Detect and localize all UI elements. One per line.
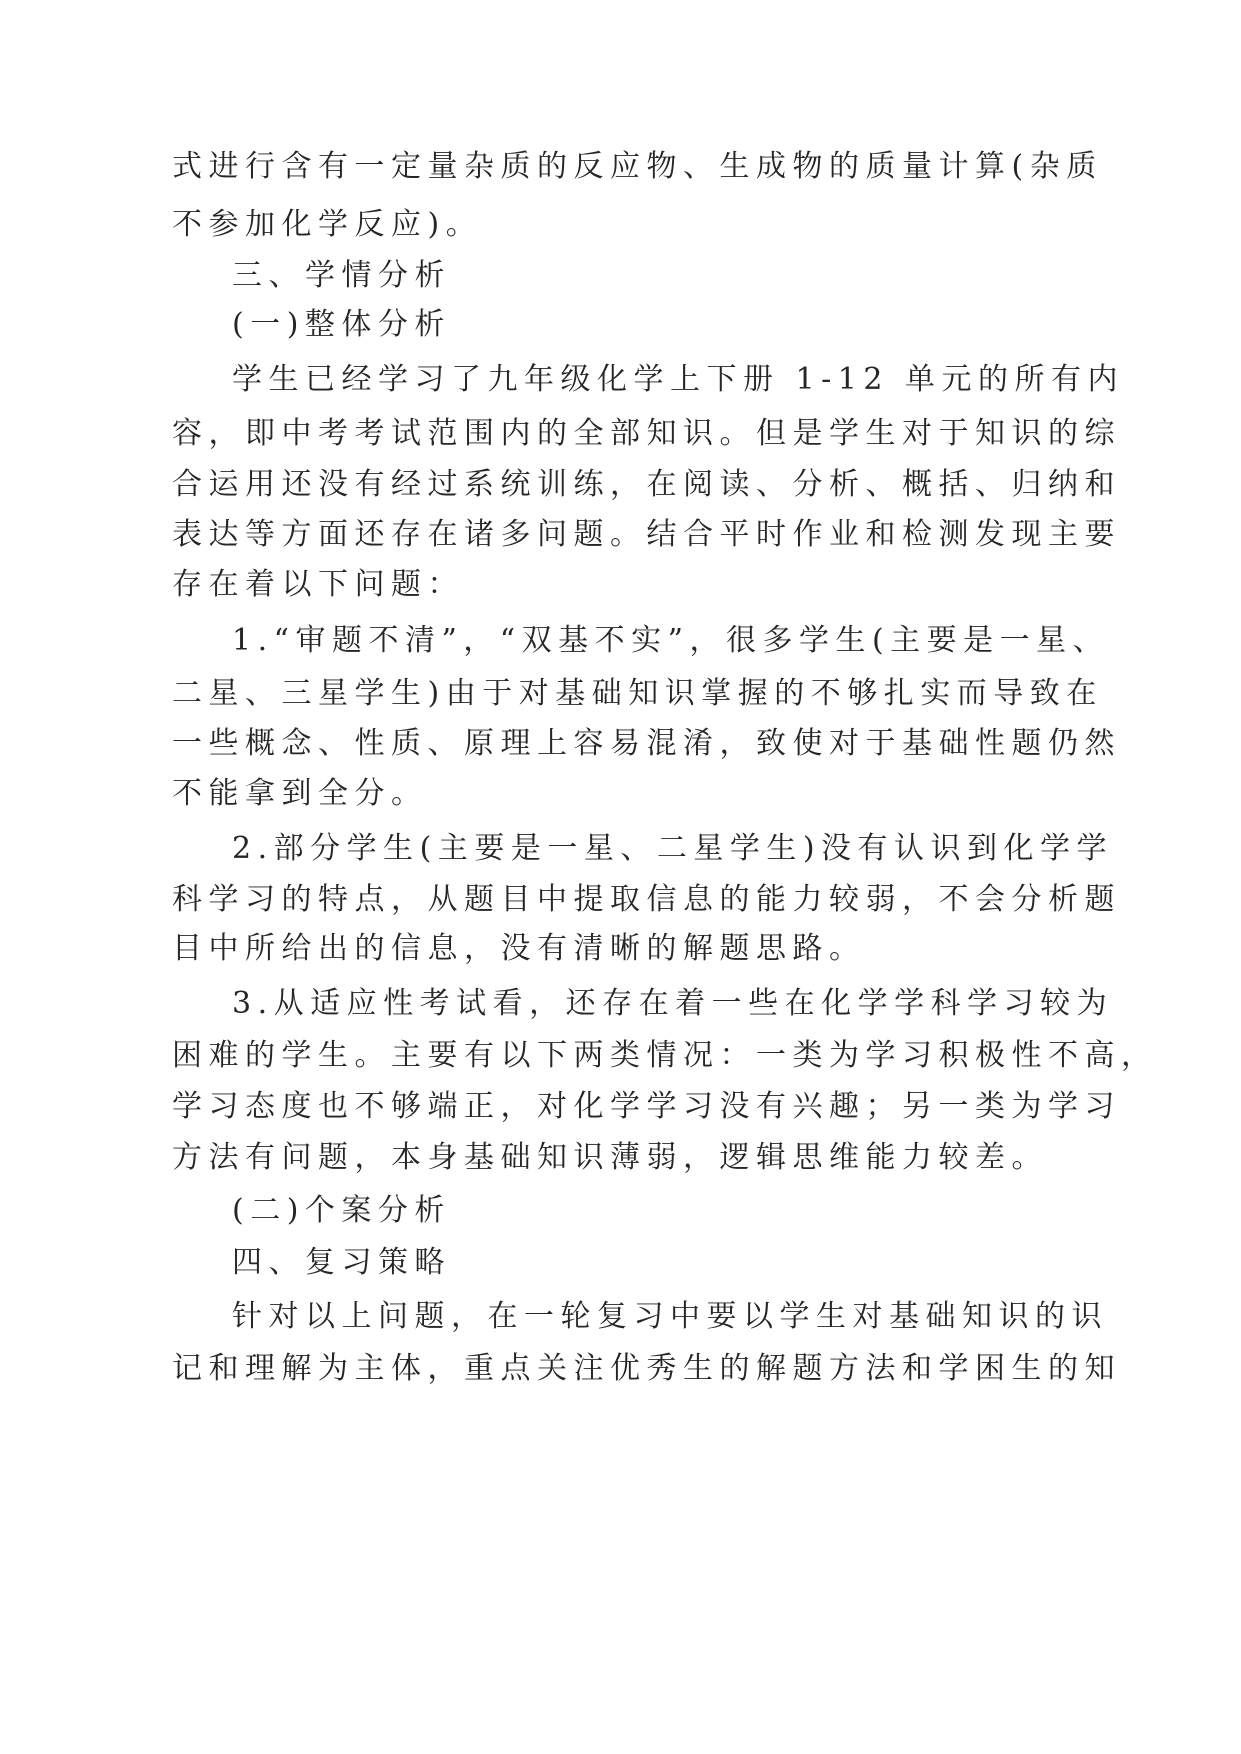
list-item-line: 方法有问题，本身基础知识薄弱，逻辑思维能力较差。 <box>172 1140 1048 1175</box>
list-item-line: 困难的学生。主要有以下两类情况：一类为学习积极性不高， <box>172 1038 1158 1073</box>
body-text-line: 式进行含有一定量杂质的反应物、生成物的质量计算(杂质 <box>172 149 1103 184</box>
section-heading: 四、复习策略 <box>232 1245 451 1280</box>
body-text-line: 针对以上问题，在一轮复习中要以学生对基础知识的识 <box>232 1299 1108 1334</box>
list-item-line: 2.部分学生(主要是一星、二星学生)没有认识到化学学 <box>232 831 1114 866</box>
subsection-heading: (二)个案分析 <box>232 1193 451 1228</box>
body-text-line: 不参加化学反应)。 <box>172 207 483 242</box>
list-item-line: 3.从适应性考试看，还存在着一些在化学学科学习较为 <box>232 986 1114 1021</box>
subsection-heading: (一)整体分析 <box>232 307 451 342</box>
body-text-line: 存在着以下问题： <box>172 567 464 602</box>
body-text-line: 记和理解为主体，重点关注优秀生的解题方法和学困生的知 <box>172 1351 1121 1386</box>
section-heading: 三、学情分析 <box>232 258 451 293</box>
body-text-line: 学生已经学习了九年级化学上下册 1-12 单元的所有内 <box>232 362 1124 397</box>
list-item-line: 1.“审题不清”，“双基不实”，很多学生(主要是一星、 <box>232 623 1110 658</box>
list-item-line: 目中所给出的信息，没有清晰的解题思路。 <box>172 931 866 966</box>
list-item-line: 科学习的特点，从题目中提取信息的能力较弱，不会分析题 <box>172 882 1121 917</box>
list-item-line: 一些概念、性质、原理上容易混淆，致使对于基础性题仍然 <box>172 726 1121 761</box>
body-text-line: 容，即中考考试范围内的全部知识。但是学生对于知识的综 <box>172 416 1121 451</box>
body-text-line: 表达等方面还存在诸多问题。结合平时作业和检测发现主要 <box>172 517 1121 552</box>
list-item-line: 二星、三星学生)由于对基础知识掌握的不够扎实而导致在 <box>172 676 1103 711</box>
list-item-line: 学习态度也不够端正，对化学学习没有兴趣；另一类为学习 <box>172 1089 1121 1124</box>
body-text-line: 合运用还没有经过系统训练，在阅读、分析、概括、归纳和 <box>172 467 1121 502</box>
list-item-line: 不能拿到全分。 <box>172 776 428 811</box>
